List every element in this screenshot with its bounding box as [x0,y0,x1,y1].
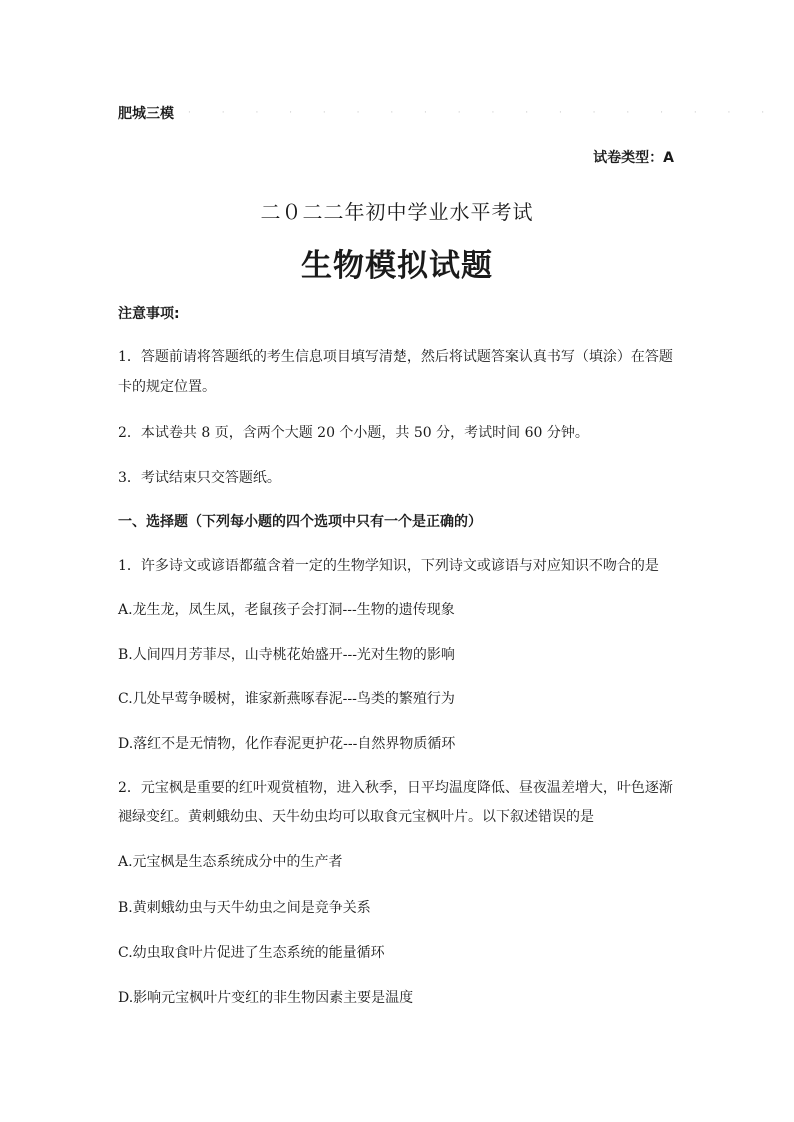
question-1-stem: 1．许多诗文或谚语都蕴含着一定的生物学知识，下列诗文或谚语与对应知识不吻合的是 [118,558,659,574]
notice-item-1-line-1: 1．答题前请将答题纸的考生信息项目填写清楚，然后将试题答案认真书写（填涂）在答题 [118,349,673,365]
question-2-stem-line-2: 褪绿变红。黄刺蛾幼虫、天牛幼虫均可以取食元宝枫叶片。以下叙述错误的是 [118,809,594,825]
school-label: 肥城三模 [118,106,174,122]
question-1-option-b: B.人间四月芳菲尽，山寺桃花始盛开---光对生物的影响 [118,647,455,663]
question-2-option-a: A.元宝枫是生态系统成分中的生产者 [118,854,343,870]
header-decorative-dots: · · · · · · · · · · · · · · · · · · [188,108,779,118]
notice-item-3: 3．考试结束只交答题纸。 [118,470,281,486]
subject-title: 生物模拟试题 [301,248,493,284]
question-2-option-c: C.幼虫取食叶片促进了生态系统的能量循环 [118,945,385,961]
question-2-option-d: D.影响元宝枫叶片变红的非生物因素主要是温度 [118,990,414,1006]
section-1-heading: 一、选择题（下列每小题的四个选项中只有一个是正确的） [118,514,482,530]
question-1-option-a: A.龙生龙，凤生凤，老鼠孩子会打洞---生物的遗传现象 [118,602,455,618]
notice-item-2: 2．本试卷共 8 页，含两个大题 20 个小题，共 50 分，考试时间 60 分钟。 [118,425,589,441]
notice-heading: 注意事项: [118,306,180,322]
question-1-option-d: D.落红不是无情物，化作春泥更护花---自然界物质循环 [118,736,456,752]
question-1-option-c: C.几处早莺争暖树，谁家新燕啄春泥---鸟类的繁殖行为 [118,691,455,707]
exam-title: 二０二二年初中学业水平考试 [260,200,534,224]
notice-item-1-line-2: 卡的规定位置。 [118,379,216,395]
paper-type-label: 试卷类型：A [593,150,674,166]
question-2-option-b: B.黄刺蛾幼虫与天牛幼虫之间是竞争关系 [118,900,371,916]
question-2-stem-line-1: 2．元宝枫是重要的红叶观赏植物，进入秋季，日平均温度降低、昼夜温差增大，叶色逐渐 [118,780,673,796]
